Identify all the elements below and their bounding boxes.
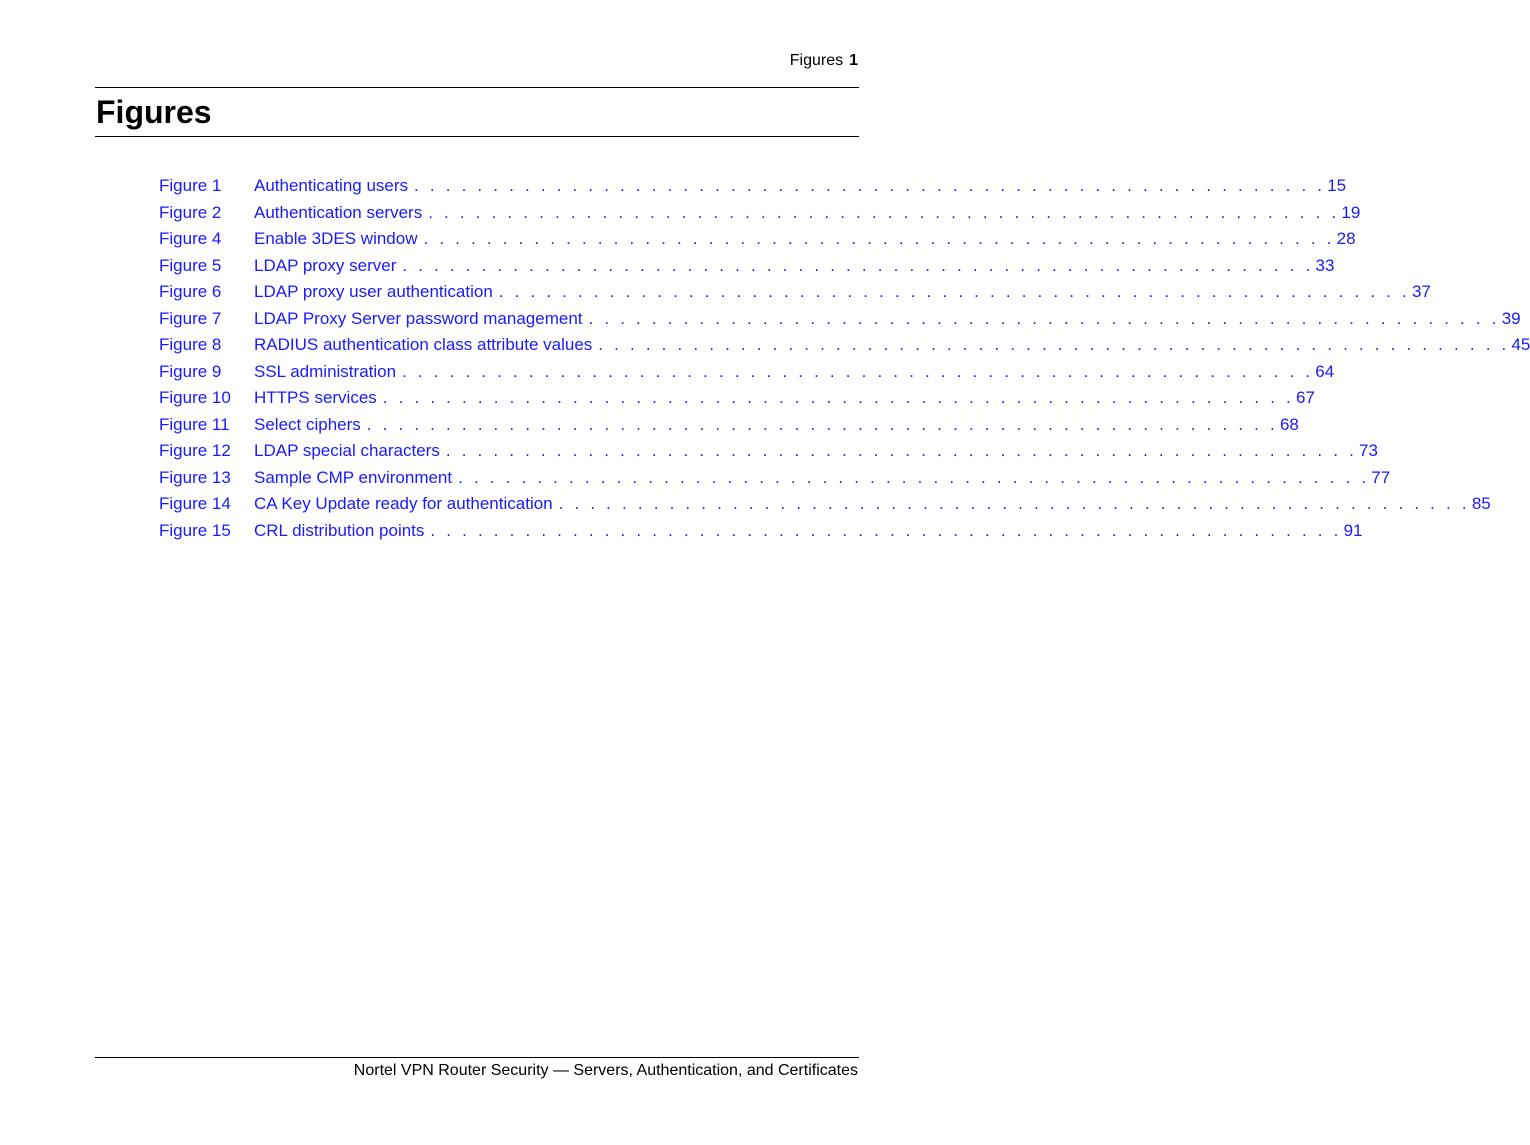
figure-title-link[interactable]: Sample CMP environment: [254, 467, 453, 487]
figure-entry[interactable]: [159, 226, 1356, 253]
running-footer: Nortel VPN Router Security — Servers, Authentication, and Certificates: [353, 1062, 858, 1079]
figure-number-link[interactable]: Figure 14: [159, 494, 231, 513]
dot-leader: . . . . . . . . . . . . . . . . . . . . . . . . . . . . . . . . . . . . . . . . . . . . . . . . . . . . . . . . . .: [458, 467, 1370, 487]
figure-title-link[interactable]: LDAP proxy user authentication: [254, 282, 493, 301]
dot-leader: . . . . . . . . . . . . . . . . . . . . . . . . . . . . . . . . . . . . . . . . . . . . . . . . . . . . . . . . . .: [588, 308, 1500, 328]
figure-page-link[interactable]: 15: [1327, 176, 1347, 195]
figure-page-link[interactable]: 28: [1336, 229, 1356, 248]
title-rule: [95, 136, 859, 137]
figure-title-link[interactable]: LDAP special characters: [254, 441, 440, 460]
figure-entry[interactable]: [159, 173, 1347, 200]
footer-rule: [95, 1057, 859, 1058]
figure-title-link[interactable]: CRL distribution points: [254, 520, 425, 540]
figure-page-link[interactable]: 77: [1371, 467, 1391, 487]
figure-number-link[interactable]: Figure 4: [159, 229, 222, 248]
running-header: [790, 52, 858, 70]
figure-number-link[interactable]: Figure 10: [159, 388, 231, 407]
dot-leader: . . . . . . . . . . . . . . . . . . . . . . . . . . . . . . . . . . . . . . . . . . . . . . . . . . . . . . . . . .: [598, 335, 1510, 354]
page-title: Figures: [96, 94, 212, 130]
figure-title-link[interactable]: Authentication servers: [254, 202, 423, 222]
figure-number-link[interactable]: Figure 12: [159, 441, 231, 460]
header-page-number: 1: [849, 52, 858, 69]
figure-page-link[interactable]: 19: [1341, 202, 1361, 222]
figure-number-link[interactable]: Figure 7: [159, 308, 222, 328]
figure-title-link[interactable]: SSL administration: [254, 361, 397, 381]
figure-number-link[interactable]: Figure 1: [159, 176, 222, 195]
figure-title-link[interactable]: Enable 3DES window: [254, 229, 418, 248]
figure-entry[interactable]: [159, 438, 1378, 465]
figure-number-link[interactable]: Figure 8: [159, 335, 222, 354]
figure-entry[interactable]: [159, 412, 1299, 439]
figure-number-link[interactable]: Figure 13: [159, 467, 231, 487]
figure-entry[interactable]: [159, 200, 1361, 227]
figure-entry[interactable]: [159, 359, 1335, 386]
figure-title-link[interactable]: CA Key Update ready for authentication: [254, 494, 553, 513]
figure-page-link[interactable]: 39: [1501, 308, 1521, 328]
dot-leader: . . . . . . . . . . . . . . . . . . . . . . . . . . . . . . . . . . . . . . . . . . . . . . . . . . . . . . . . . .: [558, 494, 1470, 513]
figure-page-link[interactable]: 85: [1471, 494, 1491, 513]
dot-leader: . . . . . . . . . . . . . . . . . . . . . . . . . . . . . . . . . . . . . . . . . . . . . . . . . . . . . . . . . .: [445, 441, 1358, 460]
figure-entry[interactable]: [159, 279, 1431, 306]
figure-list: [159, 173, 1530, 544]
figure-entry[interactable]: [159, 332, 1530, 359]
figure-entry[interactable]: [159, 465, 1391, 492]
figure-number-link[interactable]: Figure 5: [159, 255, 222, 275]
figure-number-link[interactable]: Figure 2: [159, 202, 222, 222]
figure-title-link[interactable]: Authenticating users: [254, 176, 409, 195]
dot-leader: . . . . . . . . . . . . . . . . . . . . . . . . . . . . . . . . . . . . . . . . . . . . . . . . . . . . . . . . . .: [423, 229, 1335, 248]
figure-number-link[interactable]: Figure 9: [159, 361, 222, 381]
dot-leader: . . . . . . . . . . . . . . . . . . . . . . . . . . . . . . . . . . . . . . . . . . . . . . . . . . . . . . . . . .: [428, 202, 1340, 222]
figure-title-link[interactable]: Select ciphers: [254, 414, 361, 434]
figure-entry[interactable]: [159, 385, 1315, 412]
figure-number-link[interactable]: Figure 6: [159, 282, 222, 301]
figure-page-link[interactable]: 73: [1359, 441, 1378, 460]
figure-page-link[interactable]: 33: [1315, 255, 1335, 275]
figure-page-link[interactable]: 68: [1279, 414, 1299, 434]
figure-page-link[interactable]: 67: [1295, 388, 1315, 407]
dot-leader: . . . . . . . . . . . . . . . . . . . . . . . . . . . . . . . . . . . . . . . . . . . . . . . . . . . . . . . . . .: [402, 255, 1314, 275]
dot-leader: . . . . . . . . . . . . . . . . . . . . . . . . . . . . . . . . . . . . . . . . . . . . . . . . . . . . . . . . . .: [414, 176, 1326, 195]
figure-number-link[interactable]: Figure 15: [159, 520, 231, 540]
figure-page-link[interactable]: 64: [1315, 361, 1335, 381]
dot-leader: . . . . . . . . . . . . . . . . . . . . . . . . . . . . . . . . . . . . . . . . . . . . . . . . . . . . . . . . . .: [382, 388, 1294, 407]
figure-entry[interactable]: [159, 491, 1491, 518]
figure-title-link[interactable]: RADIUS authentication class attribute values: [254, 335, 593, 354]
dot-leader: . . . . . . . . . . . . . . . . . . . . . . . . . . . . . . . . . . . . . . . . . . . . . . . . . . . . . . . . . .: [366, 414, 1278, 434]
figure-entry[interactable]: [159, 253, 1335, 280]
figure-page-link[interactable]: 91: [1343, 520, 1363, 540]
dot-leader: . . . . . . . . . . . . . . . . . . . . . . . . . . . . . . . . . . . . . . . . . . . . . . . . . . . . . . . . . .: [430, 520, 1342, 540]
figure-entry[interactable]: [159, 518, 1363, 545]
figure-page-link[interactable]: 45: [1511, 335, 1530, 354]
header-rule: [95, 87, 859, 88]
dot-leader: . . . . . . . . . . . . . . . . . . . . . . . . . . . . . . . . . . . . . . . . . . . . . . . . . . . . . . . . . .: [498, 282, 1410, 301]
dot-leader: . . . . . . . . . . . . . . . . . . . . . . . . . . . . . . . . . . . . . . . . . . . . . . . . . . . . . . . . . .: [402, 361, 1314, 381]
figure-entry[interactable]: [159, 306, 1521, 333]
figure-number-link[interactable]: Figure 11: [159, 414, 230, 434]
figure-page-link[interactable]: 37: [1411, 282, 1431, 301]
figure-title-link[interactable]: LDAP proxy server: [254, 255, 397, 275]
figure-title-link[interactable]: LDAP Proxy Server password management: [254, 308, 583, 328]
header-section-label: Figures: [789, 52, 844, 69]
figure-title-link[interactable]: HTTPS services: [254, 388, 377, 407]
